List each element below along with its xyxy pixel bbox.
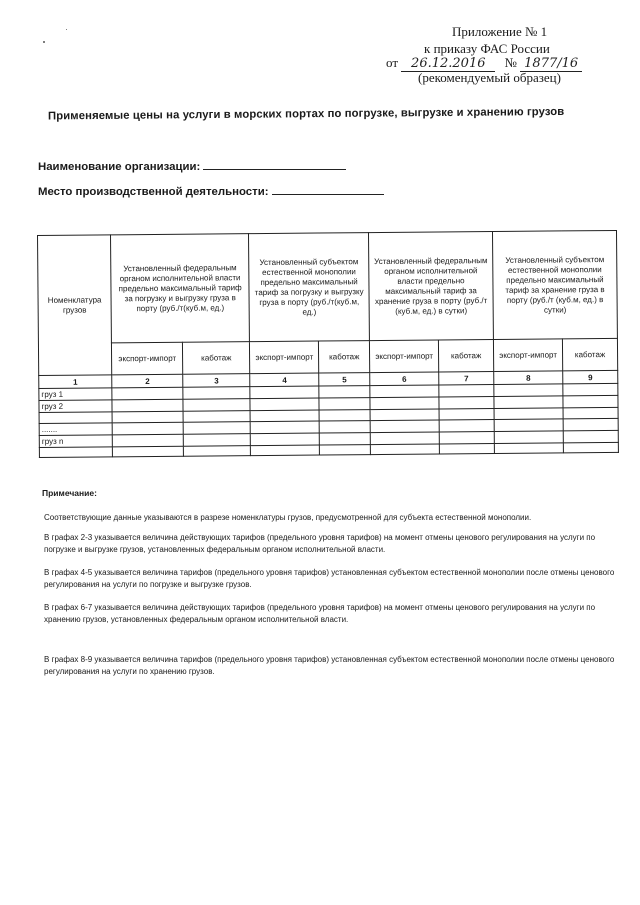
column-number: 2 — [112, 374, 183, 388]
scan-speck — [43, 41, 45, 43]
column-number: 9 — [563, 370, 618, 383]
note-paragraph — [44, 532, 622, 556]
subheader-cabotage: каботаж — [319, 341, 370, 373]
cargo-label: груз 1 — [39, 388, 112, 401]
subheader-cabotage: каботаж — [562, 338, 617, 370]
scan-speck — [66, 29, 67, 30]
order-number: 1877/16 — [520, 57, 582, 72]
column-number: 6 — [370, 372, 439, 386]
organization-field — [38, 159, 346, 173]
note-paragraph — [44, 654, 622, 678]
organization-label: Наименование организации: — [38, 161, 201, 173]
subheader-export-import: экспорт-импорт — [493, 339, 562, 372]
column-number: 1 — [39, 375, 112, 389]
note-text: В графах 6-7 указывается величина действующих тарифов (предельного уровня тарифов) на момент отмены ценового регулирования на услуги по хранению грузов, установленных федеральным органом исполнительной власти. — [44, 603, 596, 624]
location-label: Место производственной деятельности: — [38, 186, 269, 198]
header-group-federal-storage: Установленный федеральным органом исполнительной власти предельно максимальный тариф за хранение груза в порту (руб./т (куб.м, ед.) в сутки) — [369, 232, 494, 341]
organization-line — [203, 159, 346, 170]
note-paragraph — [44, 567, 622, 591]
note-text: Соответствующие данные указываются в разрезе номенклатуры грузов, предусмотренной для субъекта естественной монополии. — [44, 513, 532, 522]
notes-heading: Примечание: — [42, 488, 97, 498]
column-number: 8 — [494, 371, 563, 385]
number-label: № — [504, 55, 517, 70]
note-text: В графах 8-9 указывается величина тарифов (предельного уровня тарифов) установленная субъектом естественной монополии после отмены ценового регулирования на услуги по хранению грузов. — [44, 655, 615, 676]
sample-note: (рекомендуемый образец) — [418, 70, 561, 85]
location-field — [38, 184, 384, 198]
order-date: 26.12.2016 — [401, 57, 495, 72]
subheader-export-import: экспорт-импорт — [250, 341, 319, 374]
column-number: 7 — [439, 372, 494, 385]
cargo-label — [39, 447, 112, 458]
note-paragraph — [44, 512, 622, 524]
subheader-export-import: экспорт-импорт — [112, 342, 183, 375]
cargo-label: груз 2 — [39, 400, 112, 413]
column-number: 5 — [319, 373, 370, 386]
subheader-cabotage: каботаж — [439, 340, 494, 372]
appendix-title: Приложение № 1 — [452, 24, 548, 39]
tariff-table — [37, 230, 619, 458]
note-text: В графах 4-5 указывается величина тарифов (предельного уровня тарифов) установленная субъектом естественной монополии после отмены ценового регулирования на услуги по погрузке и выгрузке грузов. — [44, 568, 615, 589]
header-cargo-nomenclature: Номенклатура грузов — [38, 235, 112, 376]
subheader-export-import: экспорт-импорт — [370, 340, 439, 373]
column-number: 3 — [183, 374, 250, 388]
subheader-cabotage: каботаж — [183, 342, 250, 375]
from-label: от — [386, 55, 399, 70]
page-title: Применяемые цены на услуги в морских портах по погрузке, выгрузке и хранению грузов — [47, 105, 565, 123]
header-group-monopoly-loading: Установленный субъектом естественной монополии предельно максимальный тариф за погрузку и выгрузку груза в порту (руб./т(куб.м, ед.) — [249, 233, 370, 342]
header-group-monopoly-storage: Установленный субъектом естественной монополии предельно максимальный тариф за хранение груза в порту (руб./т (куб.м, ед.) в сутки) — [492, 230, 617, 339]
header-group-federal-loading: Установленный федеральным органом исполнительной власти предельно максимальный тариф за погрузку и выгрузку груза в порту (руб./т(куб.м, ед.) — [111, 234, 250, 343]
note-text: В графах 2-3 указывается величина действующих тарифов (предельного уровня тарифов) на момент отмены ценового регулирования на услуги по погрузке и выгрузке грузов, установленных федеральным органом исполнительной власти. — [44, 533, 596, 554]
cargo-label: ....... — [39, 423, 112, 436]
cargo-label — [39, 412, 112, 424]
location-line — [272, 184, 384, 195]
column-number: 4 — [250, 373, 319, 387]
order-reference: к приказу ФАС России — [424, 41, 550, 56]
note-paragraph — [44, 602, 622, 626]
cargo-label: груз n — [39, 435, 112, 448]
